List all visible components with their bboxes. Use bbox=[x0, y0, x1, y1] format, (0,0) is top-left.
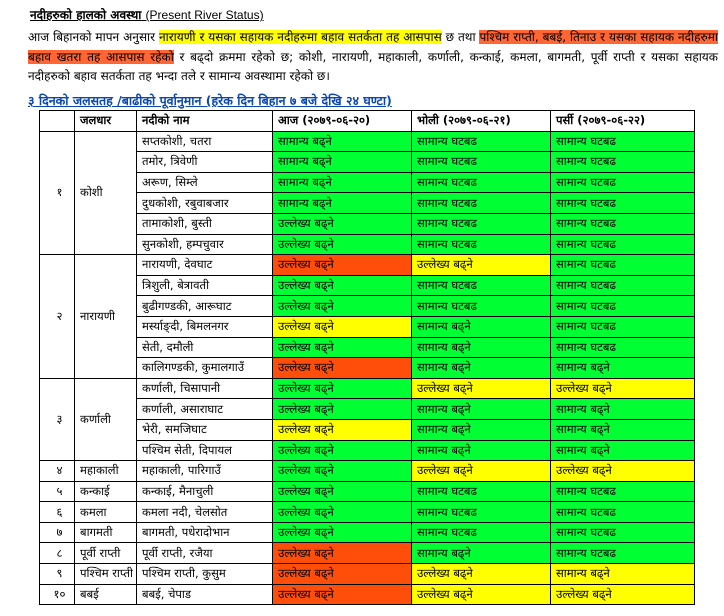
table-row bbox=[40, 358, 695, 379]
forecast-day-after: सामान्य घटबढ bbox=[551, 337, 695, 358]
table-row bbox=[40, 419, 695, 440]
forecast-today: उल्लेख्य बढ्ने bbox=[273, 502, 412, 523]
table-row bbox=[40, 296, 695, 317]
forecast-tomorrow: उल्लेख्य बढ्ने bbox=[412, 255, 551, 276]
river-station: बागमती, पधेरादोभान bbox=[137, 522, 273, 543]
forecast-day-after: सामान्य घटबढ bbox=[551, 152, 695, 173]
forecast-tomorrow: सामान्य बढ्ने bbox=[412, 543, 551, 564]
forecast-tomorrow: सामान्य घटबढ bbox=[412, 481, 551, 502]
basin-name: नारायणी bbox=[75, 255, 137, 379]
basin-number: ८ bbox=[40, 543, 75, 564]
forecast-subheading: ३ दिनको जलसतह /बाढीको पूर्वानुमान (हरेक दिन बिहान ७ बजे देखि २४ घण्टा) bbox=[28, 93, 392, 108]
table-row bbox=[40, 152, 695, 173]
river-station: सेती, दमौली bbox=[137, 337, 273, 358]
table-row bbox=[40, 399, 695, 420]
table-row bbox=[40, 316, 695, 337]
forecast-today: उल्लेख्य बढ्ने bbox=[273, 255, 412, 276]
forecast-tomorrow: सामान्य बढ्ने bbox=[412, 399, 551, 420]
river-station: महाकाली, पारिगाउँ bbox=[137, 461, 273, 482]
forecast-today: उल्लेख्य बढ्ने bbox=[273, 419, 412, 440]
forecast-tomorrow: उल्लेख्य बढ्ने bbox=[412, 584, 551, 605]
para-part-3: छ तथा bbox=[441, 30, 480, 44]
forecast-tomorrow: सामान्य बढ्ने bbox=[412, 316, 551, 337]
para-part-5: र बढ्दो क्रममा रहेको छ; कोशी, नारायणी, महाकाली, कर्णाली, कन्काई, कमला, बागमती, पूर्वी राप्ती र यसका सहायक नदीहरुको बहाव सतर्कता तह भन्दा तले र सामान्य अवस्थामा रहेको छ। bbox=[28, 49, 718, 83]
forecast-day-after: सामान्य घटबढ bbox=[551, 172, 695, 193]
forecast-day-after: सामान्य घटबढ bbox=[551, 522, 695, 543]
forecast-tomorrow: सामान्य घटबढ bbox=[412, 502, 551, 523]
basin-name: बबई bbox=[75, 584, 137, 605]
forecast-tomorrow: सामान्य घटबढ bbox=[412, 275, 551, 296]
forecast-day-after: सामान्य घटबढ bbox=[551, 193, 695, 214]
river-station: पश्चिम सेती, दिपायल bbox=[137, 440, 273, 461]
forecast-today: उल्लेख्य बढ्ने bbox=[273, 564, 412, 585]
forecast-day-after: सामान्य बढ्ने bbox=[551, 419, 695, 440]
forecast-today: उल्लेख्य बढ्ने bbox=[273, 378, 412, 399]
forecast-today: उल्लेख्य बढ्ने bbox=[273, 296, 412, 317]
forecast-day-after: सामान्य घटबढ bbox=[551, 543, 695, 564]
basin-number: ३ bbox=[40, 378, 75, 460]
forecast-tomorrow: सामान्य बढ्ने bbox=[412, 440, 551, 461]
river-station: नारायणी, देवघाट bbox=[137, 255, 273, 276]
forecast-tomorrow: सामान्य घटबढ bbox=[412, 234, 551, 255]
forecast-today: उल्लेख्य बढ्ने bbox=[273, 584, 412, 605]
table-row bbox=[40, 337, 695, 358]
forecast-day-after: सामान्य घटबढ bbox=[551, 234, 695, 255]
forecast-tomorrow: सामान्य घटबढ bbox=[412, 131, 551, 152]
forecast-day-after: सामान्य घटबढ bbox=[551, 502, 695, 523]
basin-name: कन्काई bbox=[75, 481, 137, 502]
river-station: तमोर, त्रिवेणी bbox=[137, 152, 273, 173]
basin-number: ७ bbox=[40, 522, 75, 543]
basin-name: बागमती bbox=[75, 522, 137, 543]
forecast-day-after: सामान्य घटबढ bbox=[551, 275, 695, 296]
forecast-tomorrow: सामान्य बढ्ने bbox=[412, 358, 551, 379]
table-row bbox=[40, 522, 695, 543]
basin-name: महाकाली bbox=[75, 461, 137, 482]
river-station: अरूण, सिम्ले bbox=[137, 172, 273, 193]
forecast-day-after: सामान्य बढ्ने bbox=[551, 399, 695, 420]
forecast-day-after: उल्लेख्य बढ्ने bbox=[551, 378, 695, 399]
header-day-after: पर्सी (२०७९-०६-२२) bbox=[551, 111, 695, 132]
basin-name: कमला bbox=[75, 502, 137, 523]
river-station: त्रिशुली, बेत्रावती bbox=[137, 275, 273, 296]
table-row bbox=[40, 255, 695, 276]
basin-number: १ bbox=[40, 131, 75, 255]
table-row bbox=[40, 172, 695, 193]
forecast-tomorrow: सामान्य घटबढ bbox=[412, 522, 551, 543]
forecast-day-after: सामान्य बढ्ने bbox=[551, 564, 695, 585]
forecast-day-after: सामान्य घटबढ bbox=[551, 131, 695, 152]
heading-nepali: नदीहरुको हालको अवस्था bbox=[30, 8, 142, 22]
river-station: दुधकोशी, रबुवाबजार bbox=[137, 193, 273, 214]
forecast-today: सामान्य बढ्ने bbox=[273, 193, 412, 214]
forecast-today: सामान्य बढ्ने bbox=[273, 172, 412, 193]
header-today: आज (२०७९-०६-२०) bbox=[273, 111, 412, 132]
river-station: पश्चिम राप्ती, कुसुम bbox=[137, 564, 273, 585]
basin-number: १० bbox=[40, 584, 75, 605]
river-station: भेरी, समजिघाट bbox=[137, 419, 273, 440]
table-row bbox=[40, 193, 695, 214]
river-station: कन्काई, मैनाचुली bbox=[137, 481, 273, 502]
forecast-today: उल्लेख्य बढ्ने bbox=[273, 440, 412, 461]
table-row bbox=[40, 481, 695, 502]
forecast-day-after: सामान्य घटबढ bbox=[551, 481, 695, 502]
table-row bbox=[40, 543, 695, 564]
river-station: मर्स्याङ्दी, बिमलनगर bbox=[137, 316, 273, 337]
basin-number: ४ bbox=[40, 461, 75, 482]
forecast-day-after: सामान्य घटबढ bbox=[551, 213, 695, 234]
basin-number: ९ bbox=[40, 564, 75, 585]
header-basin: जलधार bbox=[75, 111, 137, 132]
table-row bbox=[40, 564, 695, 585]
forecast-tomorrow: सामान्य बढ्ने bbox=[412, 419, 551, 440]
basin-name: पूर्वी राप्ती bbox=[75, 543, 137, 564]
forecast-day-after: सामान्य घटबढ bbox=[551, 316, 695, 337]
table-row bbox=[40, 275, 695, 296]
forecast-today: उल्लेख्य बढ्ने bbox=[273, 358, 412, 379]
forecast-tomorrow: सामान्य घटबढ bbox=[412, 213, 551, 234]
basin-name: कोशी bbox=[75, 131, 137, 255]
forecast-day-after: सामान्य घटबढ bbox=[551, 296, 695, 317]
forecast-today: उल्लेख्य बढ्ने bbox=[273, 522, 412, 543]
para-highlight-orange: पश्चिम राप्ती, बबई, तिनाउ र यसका सहायक नदीहरुमा बहाव खतरा तह आसपास रहेको bbox=[28, 30, 718, 64]
forecast-tomorrow: सामान्य घटबढ bbox=[412, 172, 551, 193]
forecast-table bbox=[39, 110, 695, 605]
forecast-tomorrow: उल्लेख्य बढ्ने bbox=[412, 461, 551, 482]
forecast-tomorrow: सामान्य घटबढ bbox=[412, 296, 551, 317]
table-row bbox=[40, 461, 695, 482]
forecast-today: उल्लेख्य बढ्ने bbox=[273, 213, 412, 234]
forecast-today: उल्लेख्य बढ्ने bbox=[273, 234, 412, 255]
table-row bbox=[40, 502, 695, 523]
header-num bbox=[40, 111, 75, 132]
forecast-today: उल्लेख्य बढ्ने bbox=[273, 461, 412, 482]
present-river-status-heading bbox=[30, 6, 264, 23]
table-row bbox=[40, 234, 695, 255]
forecast-tomorrow: सामान्य बढ्ने bbox=[412, 337, 551, 358]
table-row bbox=[40, 131, 695, 152]
basin-name: कर्णाली bbox=[75, 378, 137, 460]
forecast-day-after: उल्लेख्य बढ्ने bbox=[551, 461, 695, 482]
table-row bbox=[40, 584, 695, 605]
table-body bbox=[40, 131, 695, 605]
para-part-1: आज बिहानको मापन अनुसार bbox=[28, 30, 159, 44]
header-river: नदीको नाम bbox=[137, 111, 273, 132]
para-highlight-yellow: नारायणी र यसका सहायक नदीहरुमा बहाव सतर्कता तह आसपास bbox=[159, 30, 442, 44]
river-station: सुनकोशी, हम्पचुवार bbox=[137, 234, 273, 255]
river-station: बुढीगण्डकी, आरूघाट bbox=[137, 296, 273, 317]
forecast-day-after: उल्लेख्य बढ्ने bbox=[551, 584, 695, 605]
forecast-day-after: सामान्य बढ्ने bbox=[551, 358, 695, 379]
forecast-today: उल्लेख्य बढ्ने bbox=[273, 481, 412, 502]
basin-number: ६ bbox=[40, 502, 75, 523]
status-paragraph bbox=[28, 28, 718, 87]
forecast-today: उल्लेख्य बढ्ने bbox=[273, 543, 412, 564]
header-tomorrow: भोली (२०७९-०६-२१) bbox=[412, 111, 551, 132]
forecast-today: उल्लेख्य बढ्ने bbox=[273, 337, 412, 358]
forecast-today: उल्लेख्य बढ्ने bbox=[273, 316, 412, 337]
forecast-today: सामान्य बढ्ने bbox=[273, 131, 412, 152]
forecast-tomorrow: उल्लेख्य बढ्ने bbox=[412, 378, 551, 399]
basin-number: ५ bbox=[40, 481, 75, 502]
forecast-today: उल्लेख्य बढ्ने bbox=[273, 399, 412, 420]
river-station: सप्तकोशी, चतरा bbox=[137, 131, 273, 152]
heading-english: (Present River Status) bbox=[145, 8, 264, 22]
river-station: बबई, चेपाड bbox=[137, 584, 273, 605]
basin-name: पश्चिम राप्ती bbox=[75, 564, 137, 585]
table-row bbox=[40, 378, 695, 399]
forecast-tomorrow: उल्लेख्य बढ्ने bbox=[412, 564, 551, 585]
table-header-row bbox=[40, 111, 695, 132]
basin-number: २ bbox=[40, 255, 75, 379]
river-station: तामाकोशी, बुस्ती bbox=[137, 213, 273, 234]
forecast-today: सामान्य बढ्ने bbox=[273, 152, 412, 173]
forecast-day-after: सामान्य बढ्ने bbox=[551, 440, 695, 461]
river-station: कर्णाली, असाराघाट bbox=[137, 399, 273, 420]
forecast-tomorrow: सामान्य घटबढ bbox=[412, 193, 551, 214]
river-station: कर्णाली, चिसापानी bbox=[137, 378, 273, 399]
table-row bbox=[40, 213, 695, 234]
table-row bbox=[40, 440, 695, 461]
forecast-tomorrow: सामान्य घटबढ bbox=[412, 152, 551, 173]
river-station: पूर्वी राप्ती, रजैया bbox=[137, 543, 273, 564]
river-station: कमला नदी, चेलसोत bbox=[137, 502, 273, 523]
river-station: कालिगण्डकी, कुमालगाउँ bbox=[137, 358, 273, 379]
forecast-today: उल्लेख्य बढ्ने bbox=[273, 275, 412, 296]
forecast-day-after: सामान्य घटबढ bbox=[551, 255, 695, 276]
